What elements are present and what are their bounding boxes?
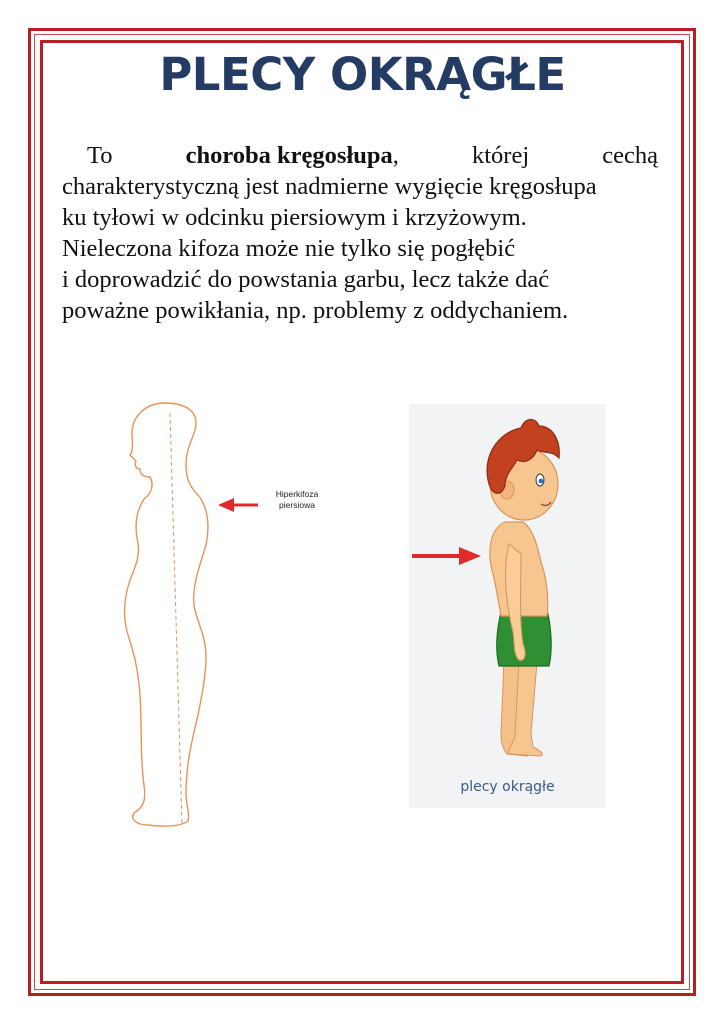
spine-dashed-line: [170, 413, 182, 825]
paragraph-line-4: [62, 233, 658, 264]
line-6-text: poważne powikłania, np. problemy z oddychaniem.: [62, 297, 569, 324]
description-paragraph: [62, 140, 658, 326]
line-4-text: Nieleczona kifoza może nie tylko się pogłębić: [62, 235, 516, 262]
bold-term: [186, 140, 399, 171]
body-outline-figure: [110, 395, 350, 835]
boy-illustration: [409, 404, 606, 808]
line-5-text: i doprowadzić do powstania garbu, lecz także dać: [62, 266, 550, 293]
page-title: PLECY OKRĄGŁE: [159, 48, 566, 101]
label-line-1: Hiperkifoza: [275, 489, 319, 499]
figure-caption: plecy okrągłe: [460, 779, 555, 795]
word-to: To: [87, 142, 113, 169]
word-cecha: cechą: [602, 142, 658, 169]
boy-pupil: [539, 479, 544, 484]
paragraph-line-6: [62, 295, 658, 326]
bold-term-text: choroba kręgosłupa: [185, 142, 393, 169]
line-3-text: ku tyłowi w odcinku piersiowym i krzyżowym.: [62, 204, 527, 231]
arrow-head-right-figure: [459, 547, 481, 565]
arrow-head-left-figure: [218, 498, 234, 512]
body-outline-path: [125, 403, 208, 826]
comma: ,: [392, 142, 399, 169]
word-ktorej: której: [471, 142, 530, 169]
paragraph-line-3: [62, 202, 658, 233]
paragraph-line-1: [62, 140, 658, 171]
paragraph-line-5: [62, 264, 658, 295]
hiperkifoza-label: [262, 489, 332, 511]
line-2-text: charakterystyczną jest nadmierne wygięcie kręgosłupa: [62, 173, 597, 200]
paragraph-line-2: [62, 171, 658, 202]
label-line-2: piersiowa: [279, 500, 315, 510]
